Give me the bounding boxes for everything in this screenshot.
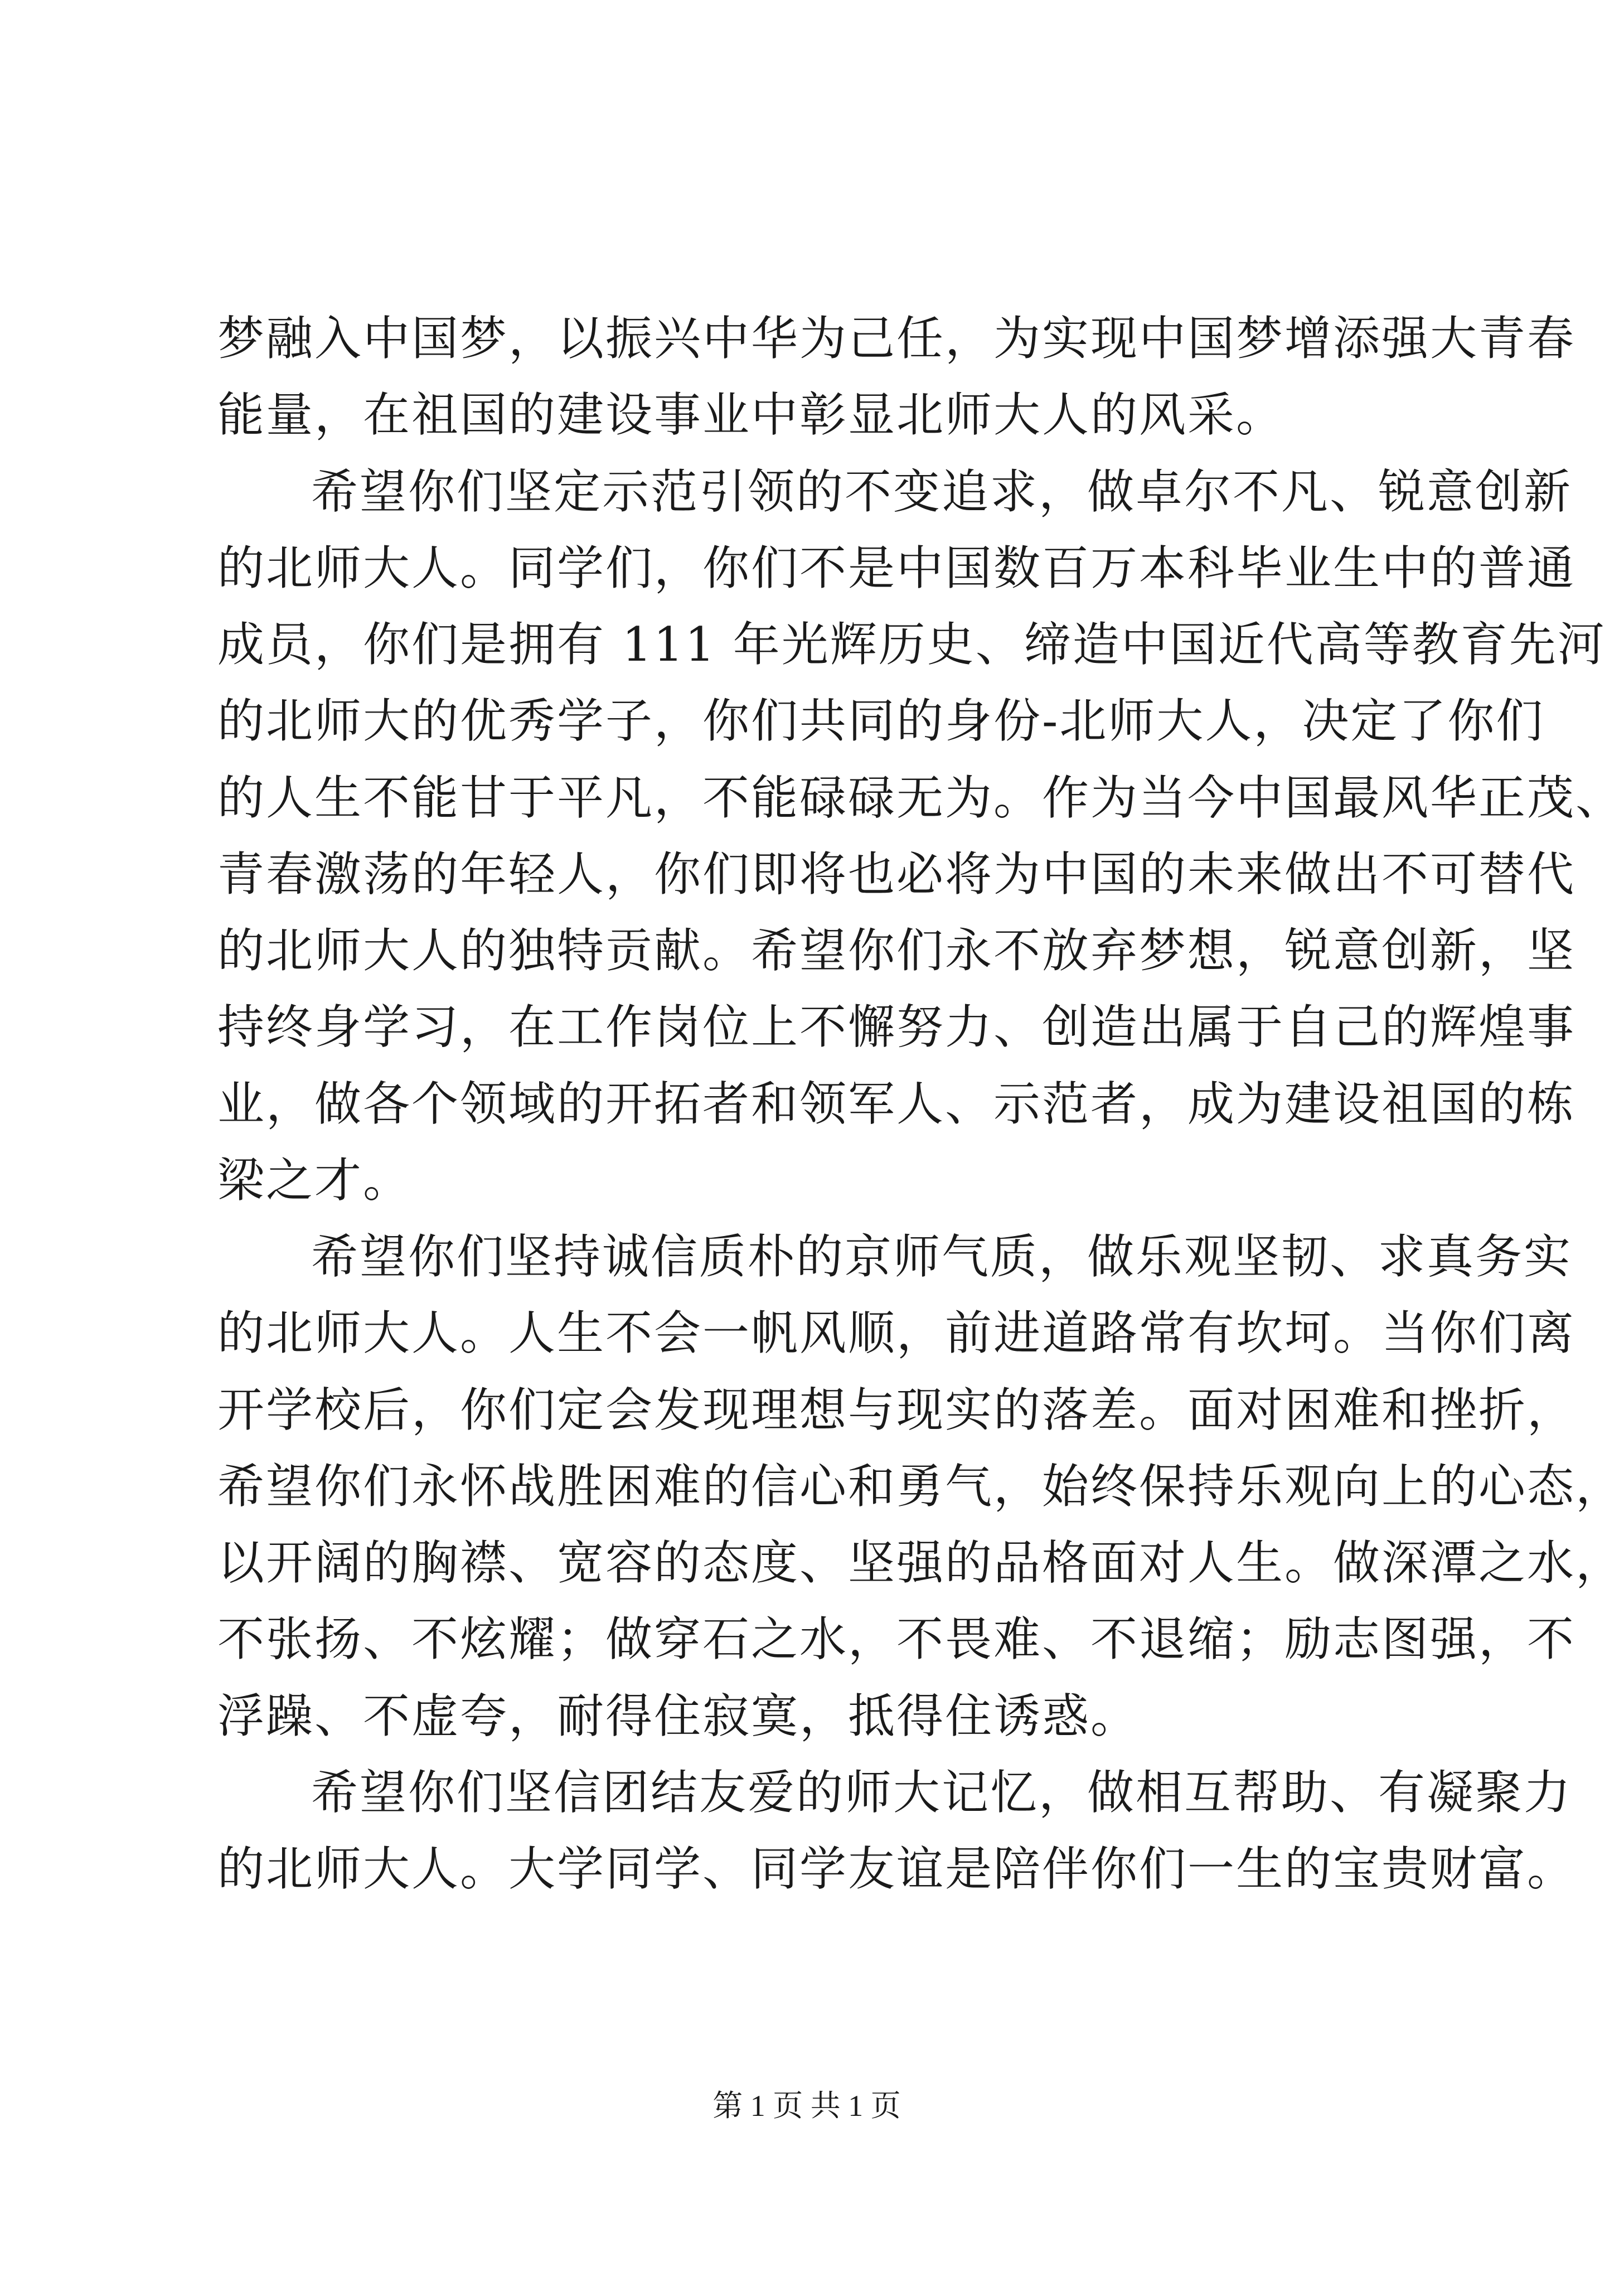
text-line: 希望你们永怀战胜困难的信心和勇气，始终保持乐观向上的心态， xyxy=(217,1459,1624,1514)
text-line: 业，做各个领域的开拓者和领军人、示范者，成为建设祖国的栋 xyxy=(217,1077,1576,1131)
text-line: 能量，在祖国的建设事业中彰显北师大人的风采。 xyxy=(217,387,1285,442)
text-line: 不张扬、不炫耀；做穿石之水，不畏难、不退缩；励志图强，不 xyxy=(217,1612,1576,1666)
text-line: 持终身学习，在工作岗位上不懈努力、创造出属于自己的辉煌事 xyxy=(217,1000,1576,1054)
text-line: 梦融入中国梦，以振兴中华为己任，为实现中国梦增添强大青春 xyxy=(217,311,1576,366)
text-line: 成员，你们是拥有 111 年光辉历史、缔造中国近代高等教育先河 xyxy=(217,617,1606,672)
text-line: 的北师大人。同学们，你们不是中国数百万本科毕业生中的普通 xyxy=(217,541,1576,595)
text-line: 的人生不能甘于平凡，不能碌碌无为。作为当今中国最风华正茂、 xyxy=(217,771,1624,825)
text-line: 的北师大人。人生不会一帆风顺，前进道路常有坎坷。当你们离 xyxy=(217,1306,1576,1360)
text-line: 浮躁、不虚夸，耐得住寂寞，抵得住诱惑。 xyxy=(217,1689,1140,1743)
text-line: 的北师大人。大学同学、同学友谊是陪伴你们一生的宝贵财富。 xyxy=(217,1842,1576,1896)
page-number-footer: 第 1 页 共 1 页 xyxy=(712,2089,901,2123)
text-line: 青春激荡的年轻人，你们即将也必将为中国的未来做出不可替代 xyxy=(217,847,1576,902)
text-line: 梁之才。 xyxy=(217,1153,412,1208)
text-line: 的北师大人的独特贡献。希望你们永不放弃梦想，锐意创新，坚 xyxy=(217,923,1576,978)
paragraph-start-line: 希望你们坚持诚信质朴的京师气质，做乐观坚韧、求真务实 xyxy=(311,1229,1573,1284)
text-line: 以开阔的胸襟、宽容的态度、坚强的品格面对人生。做深潭之水， xyxy=(217,1535,1624,1590)
text-line: 开学校后，你们定会发现理想与现实的落差。面对困难和挫折， xyxy=(217,1383,1576,1437)
paragraph-start-line: 希望你们坚定示范引领的不变追求，做卓尔不凡、锐意创新 xyxy=(311,464,1573,519)
paragraph-start-line: 希望你们坚信团结友爱的师大记忆，做相互帮助、有凝聚力 xyxy=(311,1765,1573,1820)
text-line: 的北师大的优秀学子，你们共同的身份-北师大人，决定了你们 xyxy=(217,694,1545,748)
